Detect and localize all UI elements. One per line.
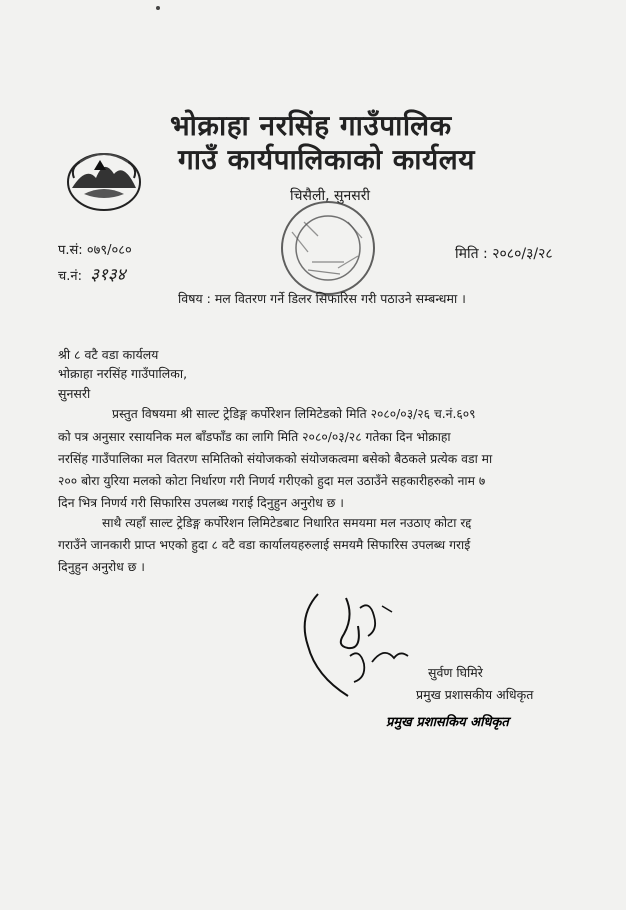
recipient-line2: भोक्राहा नरसिंह गाउँपालिका, (58, 366, 188, 381)
office-title-line1: भोक्राहा नरसिंह गाउँपालिक (170, 109, 452, 142)
body-line: गराउँने जानकारी प्राप्त भएको हुदा ८ वटै वडा कार्यालयहरुलाई समयमै सिफारिस उपलब्ध गराई (58, 538, 471, 552)
body-line: नरसिंह गाउँपालिका मल वितरण समितिको संयोजकको संयोजकत्वमा बसेको बैठकले प्रत्येक वडा मा (58, 452, 493, 466)
reg-label: च.नं: (58, 269, 82, 284)
nepal-emblem-icon (66, 148, 142, 212)
dispatch-number (58, 262, 126, 285)
reg-value: ३१३४ (90, 265, 126, 285)
recipient-line1: श्री ८ वटै वडा कार्यलय (58, 347, 159, 362)
office-title-line2: गाउँ कार्यपालिकाको कार्यलय (178, 143, 475, 176)
designation-stamp: प्रमुख प्रशासकिय अधिकृत (386, 715, 509, 730)
letter-date (455, 244, 553, 263)
date-value: २०८०/३/२८ (492, 246, 553, 262)
body-line: २०० बोरा युरिया मलको कोटा निर्धारण गरी निणर्य गरीएको हुदा मल उठाउँने सहकारीहरुको नाम ७ (58, 474, 486, 488)
letter-subject: विषय : मल वितरण गर्ने डिलर सिफारिस गरी पठाउने सम्बन्धमा । (178, 291, 466, 306)
scan-speck (156, 6, 160, 10)
ref-label: प.सं: (58, 243, 83, 258)
ref-value: ०७९/०८० (86, 243, 132, 258)
office-round-seal-icon (268, 192, 388, 302)
body-line: साथै त्यहाँ साल्ट ट्रेडिङ्ग कर्पोरेशन लिमिटेडबाट निधारित समयमा मल नउठाए कोटा रद्द (102, 516, 472, 530)
body-line: दिनुहुन अनुरोध छ । (58, 560, 145, 574)
reference-number (58, 240, 132, 258)
recipient-line3: सुनसरी (58, 386, 91, 401)
body-line: दिन भित्र निणर्य गरी सिफारिस उपलब्ध गराई दिनुहुन अनुरोध छ । (58, 496, 344, 510)
date-label: मिति : (455, 246, 488, 262)
office-location: चिसैली, सुनसरी (290, 188, 371, 204)
body-line: प्रस्तुत विषयमा श्री साल्ट ट्रेडिङ्ग कर्पोरेशन लिमिटेडको मिति २०८०/०३/२६ च.नं.६०९ (112, 407, 476, 421)
handwritten-signature-icon (288, 586, 428, 706)
body-line: को पत्र अनुसार रसायनिक मल बाँडफाँड का लागि मिति २०८०/०३/२८ गतेका दिन भोक्राहा (58, 430, 451, 444)
signer-name: सुर्वण घिमिरे (428, 665, 483, 680)
signer-title: प्रमुख प्रशासकीय अधिकृत (416, 687, 534, 702)
